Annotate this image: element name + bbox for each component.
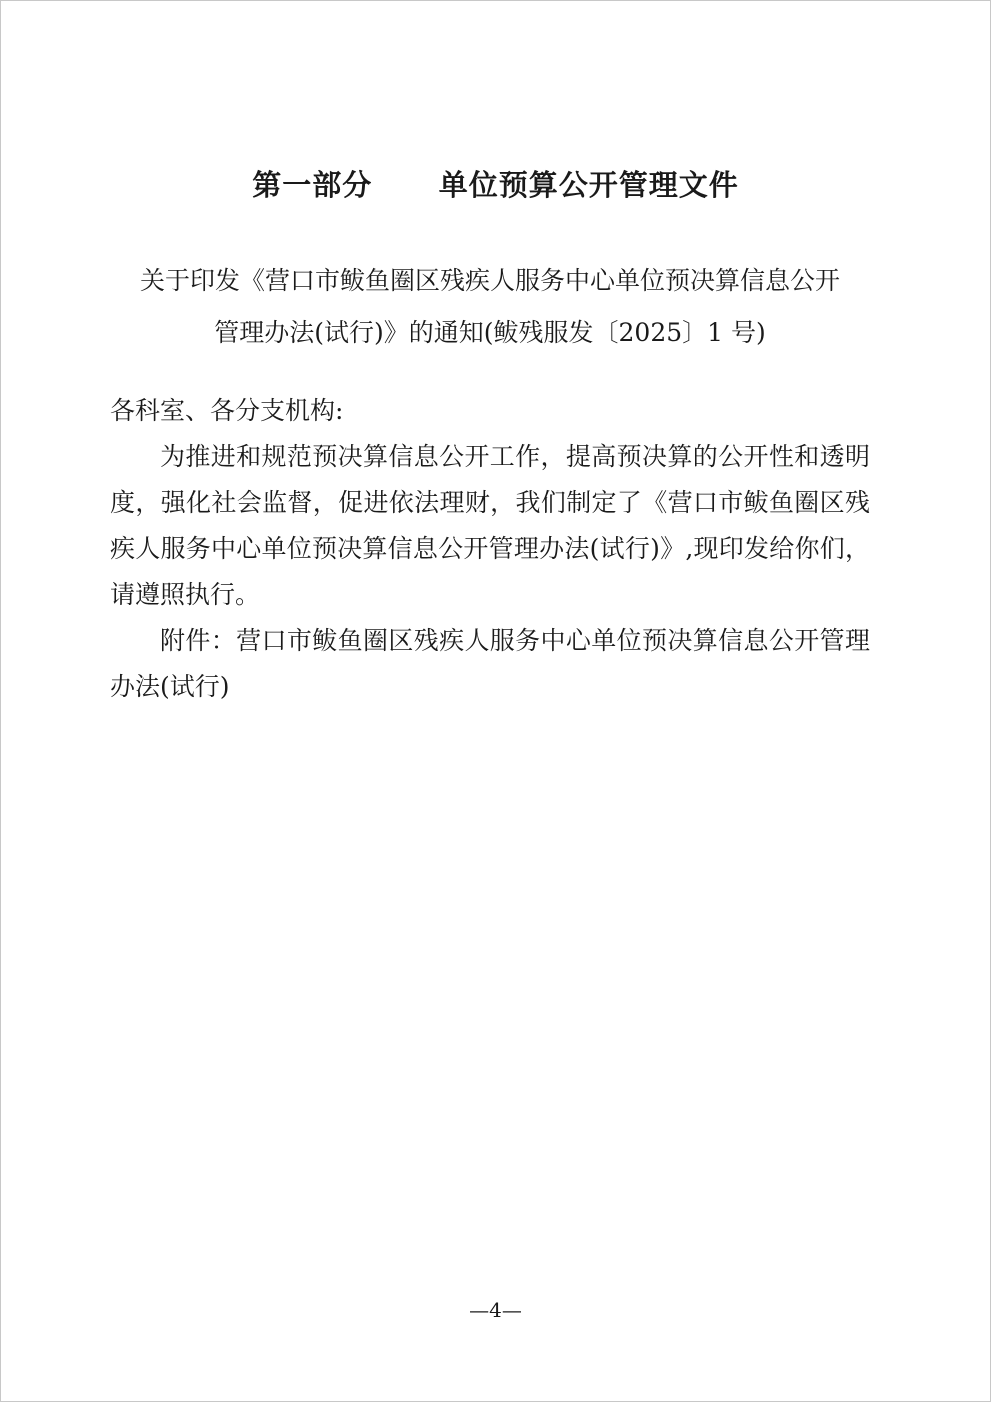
notice-title — [110, 255, 870, 359]
attachment-note: 附件：营口市鲅鱼圈区残疾人服务中心单位预决算信息公开管理办法(试行) — [110, 626, 870, 701]
page-number: —4— — [469, 1298, 522, 1322]
notice-title-line-1: 关于印发《营口市鲅鱼圈区残疾人服务中心单位预决算信息公开 — [139, 266, 840, 295]
salutation: 各科室、各分支机构: — [110, 396, 344, 425]
section-title: 第一部分 单位预算公开管理文件 — [252, 168, 739, 202]
main-paragraph: 为推进和规范预决算信息公开工作，提高预决算的公开性和透明度，强化社会监督，促进依法理财，我们制定了《营口市鲅鱼圈区残疾人服务中心单位预决算信息公开管理办法(试行)》,现印发给你们，请遵照执行。 — [110, 442, 870, 609]
document-body — [110, 388, 870, 710]
notice-title-line-2: 管理办法(试行)》的通知(鲅残服发〔2025〕1 号) — [214, 318, 766, 347]
